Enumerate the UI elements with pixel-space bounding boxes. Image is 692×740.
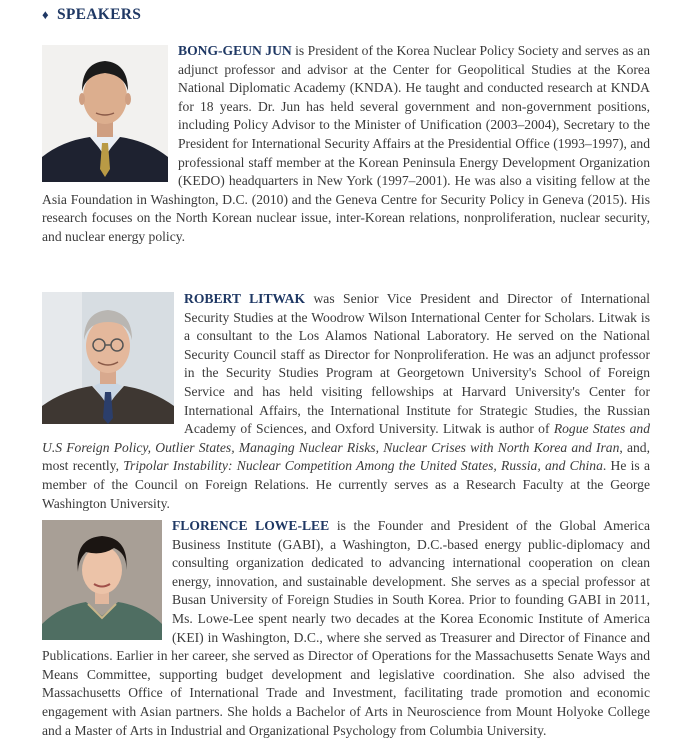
speaker-jun bbox=[42, 42, 650, 247]
speaker-photo-litwak bbox=[42, 292, 174, 424]
speaker-bio: was Senior Vice President and Director of International Security Studies at the Woodrow Wilson International Center for Scholars. Litwak is a consultant to the Los Alamos National Laboratory. He served on the National Security Council staff as Director for Nonproliferation. He was an adjunct professor in the Security Studies Program at Georgetown University's School of Foreign Service and has held visiting fellowships at Harvard University's Center for International Affairs, the International Institute for Strategic Studies, the Russian Academy of Sciences, and Oxford University. Litwak is author of bbox=[184, 291, 651, 437]
speaker-bio: is the Founder and President of the Global America Business Institute (GABI), a Washington, D.C.-based energy public-diplomacy and consulting organization dedicated to advancing international cooperation on clean energy, innovation, and sustainable development. She serves as a special professor at Busan University of Foreign Studies in South Korea. Prior to founding GABI in 2011, Ms. Lowe-Lee spent nearly two decades at the Korea Economic Institute of America (KEI) in Washington, D.C., where she served as Treasurer and Director of Finance and Publications. Earlier in her career, she served as Director of Operations for the Massachusetts Senate Ways and Means Committee, supporting budget development and legislative coordination. She also advised the Massachusetts Office of International Trade and Investment, facilitating trade promotion and economic engagement with Asian partners. She holds a Bachelor of Arts in Neuroscience from Mount Holyoke College and a Master of Arts in Industrial and Organizational Psychology from Columbia University. bbox=[42, 518, 650, 738]
speaker-name: BONG-GEUN JUN bbox=[178, 43, 292, 58]
speaker-photo-jun bbox=[42, 45, 168, 182]
speaker-bio: . He is a member of the Council on Foreign Relations. He currently serves as a Research Faculty at the George Washington University. bbox=[42, 458, 651, 511]
speaker-bio-books: Rogue States and U.S Foreign Policy, Outlier States, Managing Nuclear Risks, Nuclear Crises with North Korea and Iran bbox=[42, 421, 651, 455]
speaker-bio: is President of the Korea Nuclear Policy Society and serves as an adjunct professor and advisor at the Center for Geopolitical Studies at the Korea National Diplomatic Academy (KNDA). He taught and conducted research at KNDA for 18 years. Dr. Jun has held several government and non-government positions, including Policy Advisor to the Minister of Unification (2003–2004), Secretary to the President for International Security Affairs at the Presidential Office (1993–1997), and professional staff member at the Korean Peninsula Energy Development Organization (KEDO) headquarters in New York (1997–2001). He was also a visiting fellow at the Asia Foundation in Washington, D.C. (2010) and the Geneva Centre for Security Policy in Geneva (2015). His research focuses on the North Korean nuclear issue, inter-Korean relations, nonproliferation, nuclear security, and nuclear energy policy. bbox=[42, 43, 650, 244]
speaker-bio: , and, most recently, bbox=[42, 439, 651, 474]
speaker-litwak bbox=[42, 290, 650, 513]
diamond-icon: ♦ bbox=[42, 7, 49, 22]
speaker-photo-lowe-lee bbox=[42, 520, 162, 640]
section-title: SPEAKERS bbox=[56, 6, 142, 23]
speaker-name: ROBERT LITWAK bbox=[184, 291, 306, 306]
section-header bbox=[42, 6, 141, 24]
speaker-name: FLORENCE LOWE-LEE bbox=[172, 518, 330, 533]
speaker-bio-book: Tripolar Instability: Nuclear Competition Among the United States, Russia, and China bbox=[123, 458, 603, 474]
speaker-lowe-lee bbox=[42, 517, 650, 740]
